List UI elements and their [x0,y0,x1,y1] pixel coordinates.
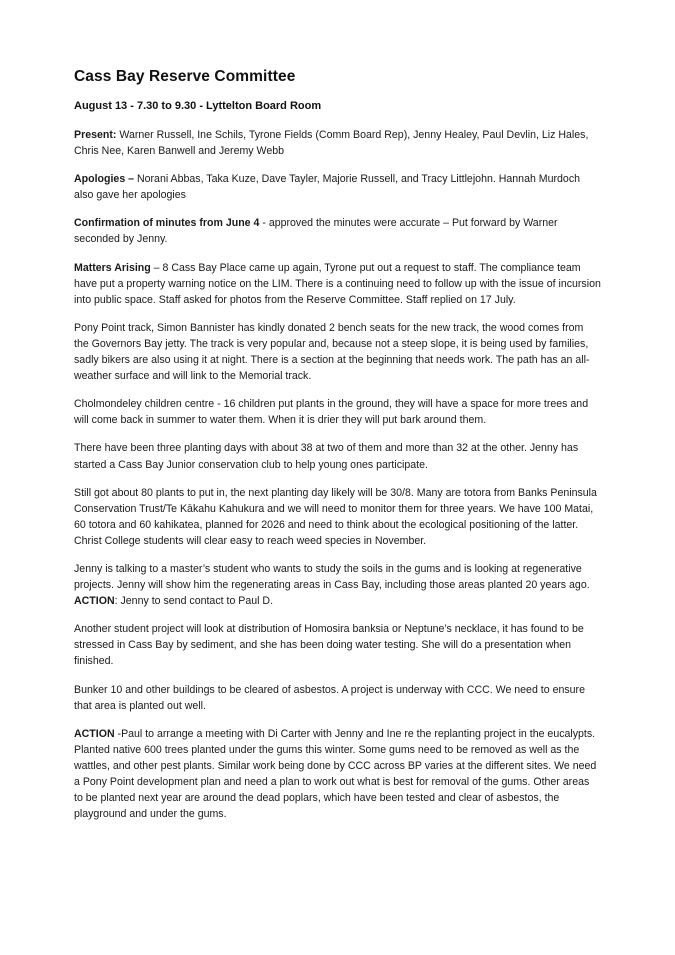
paragraph-matters-arising [74,260,601,308]
paragraph-lead-present: Present: [74,129,117,141]
meeting-subtitle: August 13 - 7.30 to 9.30 - Lyttelton Board Room [74,100,322,112]
paragraph-body-matters-arising: – 8 Cass Bay Place came up again, Tyrone put out a request to staff. The compliance team have put a property warning notice on the LIM. There is a continuing need to follow up with the issue of incursion into public space. Staff asked for photos from the Reserve Committee. Staff replied on 17 July. [74,261,601,306]
paragraph-body-action-replanting: -Paul to arrange a meeting with Di Carter with Jenny and Ine re the replanting project in the eucalypts. Planted native 600 trees planted under the gums this winter. Some gums need to be removed as well as the wattles, and other pest plants. Similar work being done by CCC across BP varies at the different sites. We need a Pony Point development plan and need a plan to work out what is best for removal of the gums. Other areas to be planted next year are around the dead poplars, which have been tested and clear of asbestos, the playground and under the gums. [74,727,597,821]
paragraph-lead-apologies: Apologies – [74,173,135,186]
paragraph-plants-remaining [74,485,601,549]
paragraph-body-masters-student-after: : Jenny to send contact to Paul D. [114,595,274,608]
paragraph-action-replanting [74,726,601,823]
paragraph-pony-point-track [74,320,601,384]
paragraph-present [74,127,601,159]
paragraph-lead-matters-arising: Matters Arising [74,261,151,274]
paragraph-body-present: Warner Russell, Ine Schils, Tyrone Fields (Comm Board Rep), Jenny Healey, Paul Devlin, Liz Hales, Chris Nee, Karen Banwell and Jeremy Webb [74,129,589,158]
paragraph-masters-student [74,561,601,609]
paragraph-body-confirmation: - approved the minutes were accurate – Put forward by Warner seconded by Jenny. [74,217,558,246]
paragraph-bunker-10 [74,682,601,714]
paragraph-lead-confirmation: Confirmation of minutes from June 4 [74,217,260,230]
paragraph-body-planting-days: There have been three planting days with about 38 at two of them and more than 32 at the other. Jenny has started a Cass Bay Junior conservation club to help young ones participate. [74,442,579,471]
paragraph-another-student-project [74,621,601,669]
paragraph-body-another-student-project: Another student project will look at distribution of Homosira banksia or Neptune’s necklace, it has found to be stressed in Cass Bay by sediment, and she has been doing water testing. She will do a presentation when finished. [74,623,584,668]
action-keyword-masters-student: ACTION [74,595,115,608]
paragraph-confirmation-of-minutes [74,215,601,247]
action-keyword-replanting: ACTION [74,727,115,740]
paragraph-body-plants-remaining: Still got about 80 plants to put in, the next planting day likely will be 30/8. Many are totora from Banks Peninsula Conservation Trust/Te Kākahu Kahukura and we will need to monitor them for three years. We have 100 Matai, 60 totora and 60 kahikatea, planned for 2026 and need to think about the ecological positioning of the latter. Christ College students will clear easy to reach weed species in November. [74,486,597,547]
paragraph-body-pony-point-track: Pony Point track, Simon Bannister has kindly donated 2 bench seats for the new track, the wood comes from the Governors Bay jetty. The track is very popular and, because not a steep slope, it is being used by families, sadly bikers are also using it at night. There is a section at the beginning that needs work. The path has an all-weather surface and will link to the Memorial track. [74,321,590,383]
paragraph-body-bunker-10: Bunker 10 and other buildings to be cleared of asbestos. A project is underway with CCC. We need to ensure that area is planted out well. [74,683,585,712]
page-title: Cass Bay Reserve Committee [74,68,296,85]
paragraph-body-masters-student: Jenny is talking to a master’s student who wants to study the soils in the gums and is looking at regenerative projects. Jenny will show him the regenerating areas in Cass Bay, including those areas planted 20 years ago. [74,562,590,592]
paragraph-planting-days [74,440,601,472]
paragraph-body-apologies: Norani Abbas, Taka Kuze, Dave Tayler, Majorie Russell, and Tracy Littlejohn. Hannah Murdoch also gave her apologies [74,173,581,202]
paragraph-body-cholmondeley: Cholmondeley children centre - 16 children put plants in the ground, they will have a space for more trees and will come back in summer to water them. When it is drier they will put bark around them. [74,398,589,427]
paragraph-cholmondeley-children-centre [74,396,601,428]
paragraph-apologies [74,171,601,203]
